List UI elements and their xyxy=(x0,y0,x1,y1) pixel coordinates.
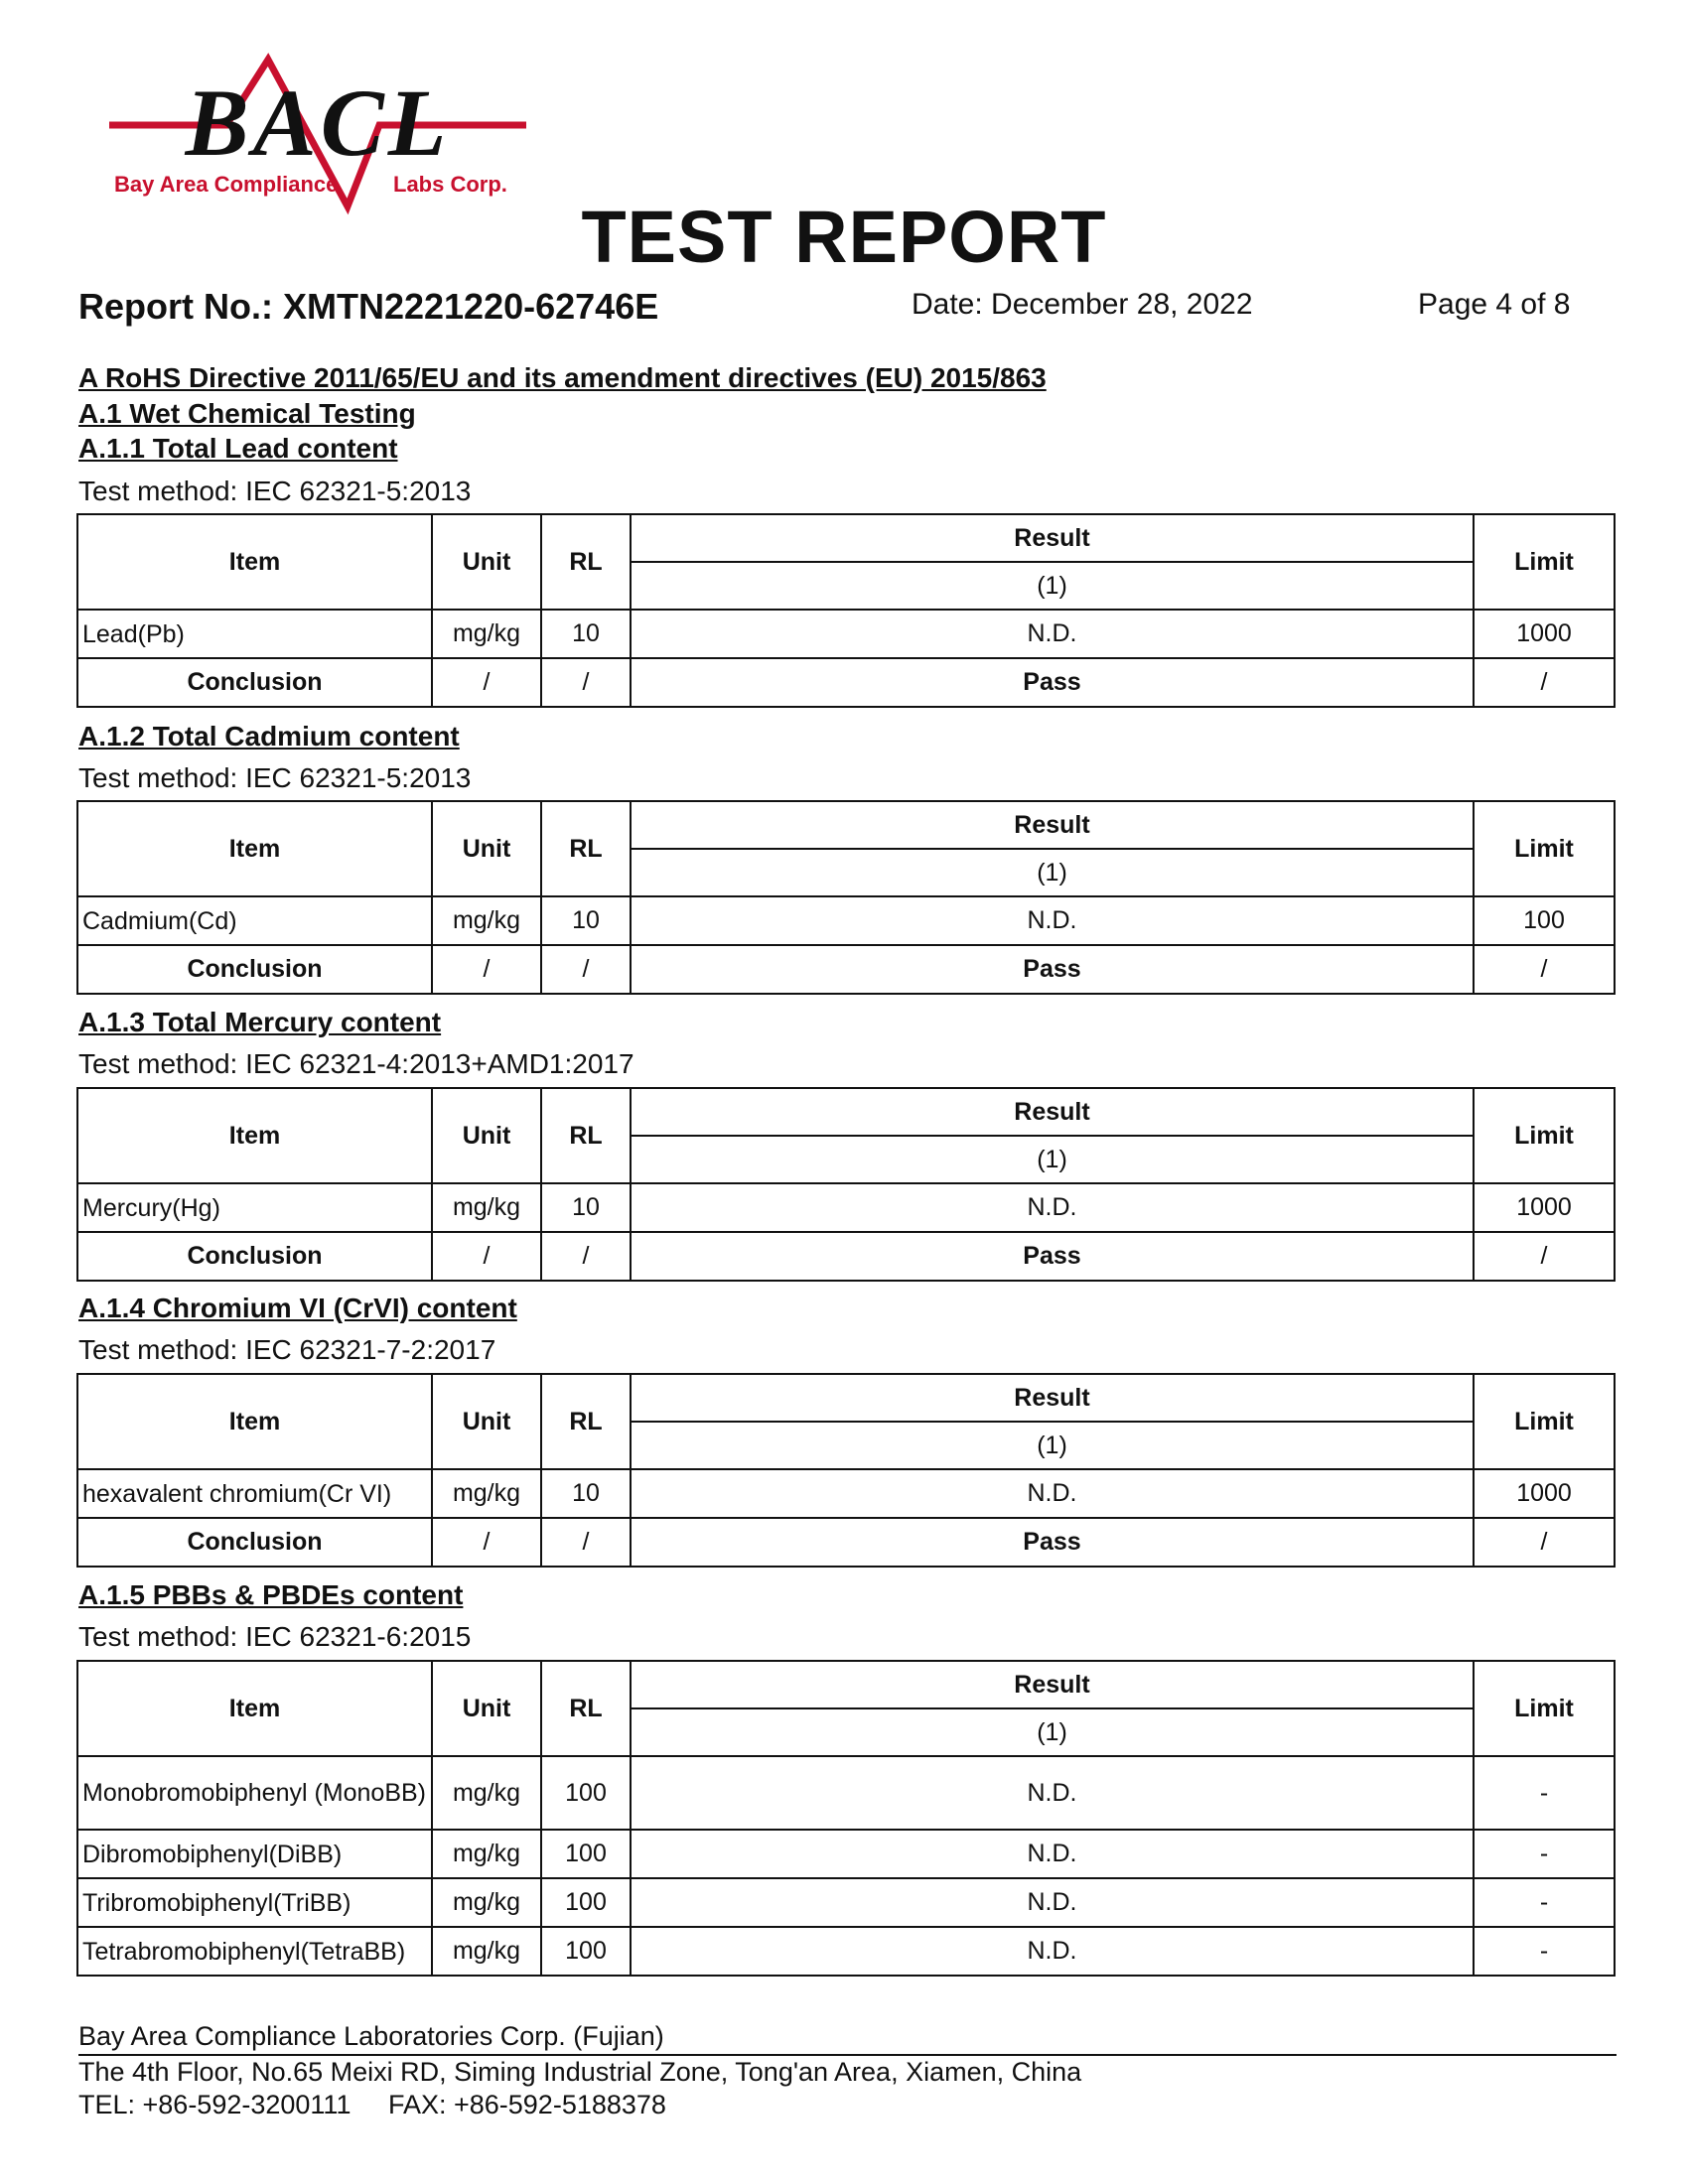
table-row xyxy=(77,1469,1615,1518)
cell-conclusion-limit: / xyxy=(1474,945,1615,994)
header-result: Result xyxy=(631,1088,1474,1136)
table-row xyxy=(77,1830,1615,1878)
cell-conclusion-result: Pass xyxy=(631,945,1474,994)
header-rl: RL xyxy=(541,1088,631,1183)
footer-company: Bay Area Compliance Laboratories Corp. (Fujian) xyxy=(78,2021,664,2051)
header-limit: Limit xyxy=(1474,1088,1615,1183)
table-row xyxy=(77,1756,1615,1830)
cell-rl: 10 xyxy=(541,1183,631,1232)
cell-limit: 100 xyxy=(1474,896,1615,945)
cell-unit: mg/kg xyxy=(432,1878,541,1927)
header-result: Result xyxy=(631,1374,1474,1422)
header-rl: RL xyxy=(541,514,631,610)
cell-item: Mercury(Hg) xyxy=(77,1183,432,1232)
header-rl: RL xyxy=(541,1661,631,1756)
header-sample: (1) xyxy=(631,562,1474,610)
header-unit: Unit xyxy=(432,1661,541,1756)
header-unit: Unit xyxy=(432,1088,541,1183)
table-row xyxy=(77,1878,1615,1927)
test-heading-chromium: A.1.4 Chromium VI (CrVI) content xyxy=(78,1293,517,1323)
cell-rl: 10 xyxy=(541,1469,631,1518)
conclusion-row xyxy=(77,1232,1615,1281)
conclusion-row xyxy=(77,945,1615,994)
cell-limit: 1000 xyxy=(1474,1183,1615,1232)
header-rl: RL xyxy=(541,1374,631,1469)
header-sample: (1) xyxy=(631,1708,1474,1756)
test-method-mercury: Test method: IEC 62321-4:2013+AMD1:2017 xyxy=(78,1048,634,1079)
test-method-lead: Test method: IEC 62321-5:2013 xyxy=(78,476,472,506)
header-sample: (1) xyxy=(631,1136,1474,1183)
header-result: Result xyxy=(631,1661,1474,1708)
cell-result: N.D. xyxy=(631,1830,1474,1878)
cell-result: N.D. xyxy=(631,610,1474,658)
cell-result: N.D. xyxy=(631,1183,1474,1232)
cell-item: Lead(Pb) xyxy=(77,610,432,658)
cell-result: N.D. xyxy=(631,1927,1474,1976)
results-table-pbbs xyxy=(76,1660,1616,1977)
cell-rl: 100 xyxy=(541,1830,631,1878)
bacl-logo xyxy=(109,48,526,216)
cell-result: N.D. xyxy=(631,1878,1474,1927)
cell-limit: - xyxy=(1474,1878,1615,1927)
cell-result: N.D. xyxy=(631,1469,1474,1518)
results-table-mercury xyxy=(76,1087,1616,1282)
cell-limit: - xyxy=(1474,1830,1615,1878)
cell-rl: 100 xyxy=(541,1878,631,1927)
cell-limit: 1000 xyxy=(1474,1469,1615,1518)
cell-conclusion-result: Pass xyxy=(631,1232,1474,1281)
test-method-pbbs: Test method: IEC 62321-6:2015 xyxy=(78,1621,472,1652)
cell-conclusion-rl: / xyxy=(541,1518,631,1567)
header-unit: Unit xyxy=(432,1374,541,1469)
footer-contact: TEL: +86-592-3200111 FAX: +86-592-5188378 xyxy=(78,2090,666,2119)
test-method-cadmium: Test method: IEC 62321-5:2013 xyxy=(78,762,472,793)
cell-result: N.D. xyxy=(631,896,1474,945)
cell-conclusion-result: Pass xyxy=(631,1518,1474,1567)
results-table-lead xyxy=(76,513,1616,708)
cell-unit: mg/kg xyxy=(432,1830,541,1878)
footer-address: The 4th Floor, No.65 Meixi RD, Siming Industrial Zone, Tong'an Area, Xiamen, China xyxy=(78,2057,1082,2087)
header-item: Item xyxy=(77,1661,432,1756)
test-heading-lead: A.1.1 Total Lead content xyxy=(78,433,398,464)
cell-conclusion-unit: / xyxy=(432,945,541,994)
header-item: Item xyxy=(77,801,432,896)
logo-wordmark: BACL xyxy=(185,69,451,176)
cell-conclusion-label: Conclusion xyxy=(77,945,432,994)
table-row xyxy=(77,896,1615,945)
cell-limit: - xyxy=(1474,1927,1615,1976)
test-heading-pbbs: A.1.5 PBBs & PBDEs content xyxy=(78,1579,464,1610)
cell-unit: mg/kg xyxy=(432,1469,541,1518)
conclusion-row xyxy=(77,1518,1615,1567)
header-item: Item xyxy=(77,514,432,610)
cell-conclusion-unit: / xyxy=(432,1518,541,1567)
table-row xyxy=(77,1927,1615,1976)
test-method-chromium: Test method: IEC 62321-7-2:2017 xyxy=(78,1334,496,1365)
cell-conclusion-label: Conclusion xyxy=(77,658,432,707)
cell-rl: 100 xyxy=(541,1756,631,1830)
cell-item: Tetrabromobiphenyl(TetraBB) xyxy=(77,1927,432,1976)
cell-unit: mg/kg xyxy=(432,896,541,945)
logo-caption-right: Labs Corp. xyxy=(393,172,507,197)
cell-conclusion-label: Conclusion xyxy=(77,1518,432,1567)
report-number: Report No.: XMTN2221220-62746E xyxy=(78,286,659,327)
header-limit: Limit xyxy=(1474,1374,1615,1469)
header-limit: Limit xyxy=(1474,801,1615,896)
table-row xyxy=(77,610,1615,658)
header-limit: Limit xyxy=(1474,1661,1615,1756)
cell-unit: mg/kg xyxy=(432,1756,541,1830)
header-item: Item xyxy=(77,1374,432,1469)
cell-item: Tribromobiphenyl(TriBB) xyxy=(77,1878,432,1927)
header-unit: Unit xyxy=(432,514,541,610)
test-heading-cadmium: A.1.2 Total Cadmium content xyxy=(78,721,460,751)
header-sample: (1) xyxy=(631,849,1474,896)
cell-unit: mg/kg xyxy=(432,610,541,658)
document-title: TEST REPORT xyxy=(581,196,1107,278)
cell-item: hexavalent chromium(Cr VI) xyxy=(77,1469,432,1518)
header-unit: Unit xyxy=(432,801,541,896)
cell-item: Dibromobiphenyl(DiBB) xyxy=(77,1830,432,1878)
results-table-chromium xyxy=(76,1373,1616,1568)
cell-conclusion-unit: / xyxy=(432,658,541,707)
cell-conclusion-rl: / xyxy=(541,658,631,707)
cell-conclusion-limit: / xyxy=(1474,658,1615,707)
header-rl: RL xyxy=(541,801,631,896)
header-sample: (1) xyxy=(631,1422,1474,1469)
results-table-cadmium xyxy=(76,800,1616,995)
cell-unit: mg/kg xyxy=(432,1183,541,1232)
cell-conclusion-rl: / xyxy=(541,945,631,994)
cell-rl: 10 xyxy=(541,610,631,658)
section-heading: A RoHS Directive 2011/65/EU and its amendment directives (EU) 2015/863 xyxy=(78,362,1047,393)
cell-conclusion-result: Pass xyxy=(631,658,1474,707)
report-date: Date: December 28, 2022 xyxy=(912,288,1253,321)
table-row xyxy=(77,1183,1615,1232)
cell-limit: 1000 xyxy=(1474,610,1615,658)
cell-conclusion-label: Conclusion xyxy=(77,1232,432,1281)
header-limit: Limit xyxy=(1474,514,1615,610)
conclusion-row xyxy=(77,658,1615,707)
cell-result: N.D. xyxy=(631,1756,1474,1830)
page-number: Page 4 of 8 xyxy=(1418,288,1571,321)
cell-conclusion-limit: / xyxy=(1474,1518,1615,1567)
cell-conclusion-unit: / xyxy=(432,1232,541,1281)
cell-limit: - xyxy=(1474,1756,1615,1830)
cell-conclusion-rl: / xyxy=(541,1232,631,1281)
test-heading-mercury: A.1.3 Total Mercury content xyxy=(78,1007,442,1037)
cell-rl: 10 xyxy=(541,896,631,945)
subsection-heading: A.1 Wet Chemical Testing xyxy=(78,398,416,429)
cell-unit: mg/kg xyxy=(432,1927,541,1976)
header-item: Item xyxy=(77,1088,432,1183)
cell-item: Monobromobiphenyl (MonoBB) xyxy=(77,1756,432,1830)
logo-caption-left: Bay Area Compliance xyxy=(114,172,339,197)
header-result: Result xyxy=(631,514,1474,562)
cell-conclusion-limit: / xyxy=(1474,1232,1615,1281)
cell-item: Cadmium(Cd) xyxy=(77,896,432,945)
cell-rl: 100 xyxy=(541,1927,631,1976)
header-result: Result xyxy=(631,801,1474,849)
footer-divider xyxy=(78,2054,1617,2056)
